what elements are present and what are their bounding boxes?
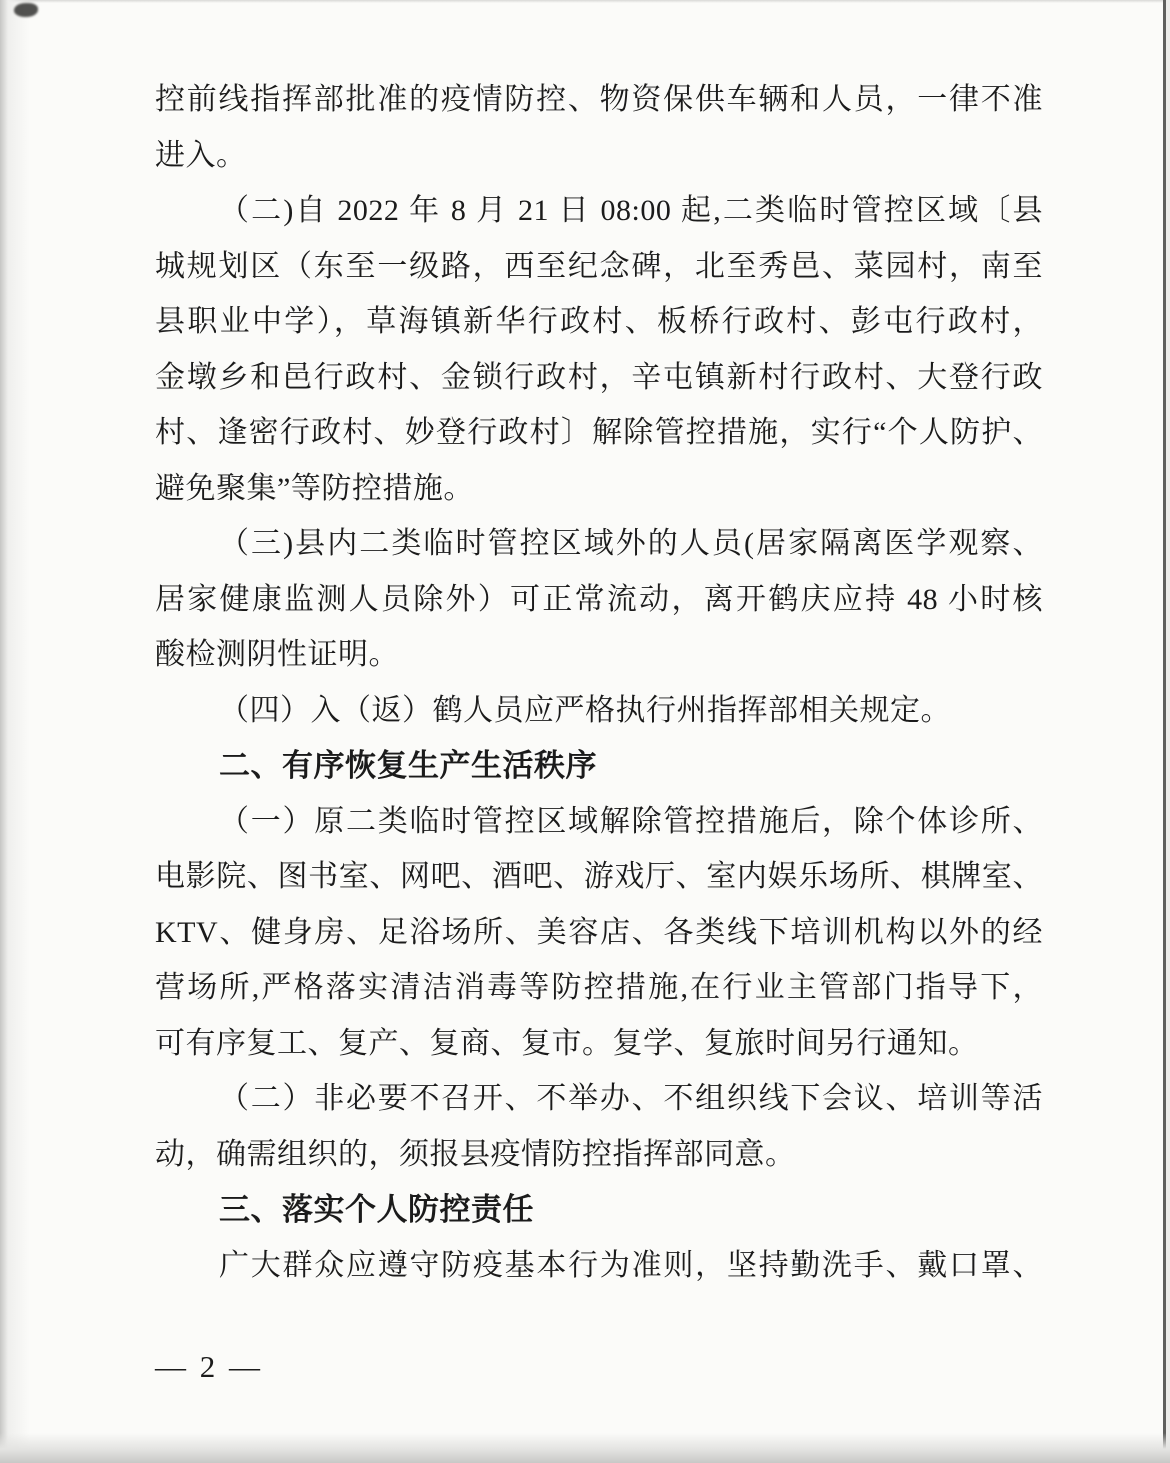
scan-edge-left: [0, 0, 34, 1463]
text-line: （二)自 2022 年 8 月 21 日 08:00 起,二类临时管控区域〔县: [219, 194, 1043, 227]
text-line: 可有序复工、复产、复商、复市。复学、复旅时间另行通知。: [155, 1026, 979, 1060]
text-line: 营场所,严格落实清洁消毒等防控措施,在行业主管部门指导下，: [155, 971, 1043, 1004]
text-line: 酸检测阴性证明。: [155, 638, 399, 671]
text-line: （四）入（返）鹤人员应严格执行州指挥部相关规定。: [219, 693, 951, 727]
text-line: 电影院、图书室、网吧、酒吧、游戏厅、室内娱乐场所、棋牌室、: [155, 860, 1043, 893]
text-line: （一）原二类临时管控区域解除管控措施后，除个体诊所、: [219, 804, 1043, 838]
scan-edge-top: [0, 0, 1170, 3]
document-body: [155, 72, 1043, 1293]
section-heading: 三、落实个人防控责任: [219, 1192, 534, 1227]
text-line: （二）非必要不召开、不举办、不组织线下会议、培训等活: [219, 1082, 1043, 1115]
text-line: 县职业中学），草海镇新华行政村、板桥行政村、彭屯行政村，: [155, 305, 1043, 338]
text-line: 动，确需组织的，须报县疫情防控指挥部同意。: [155, 1137, 796, 1171]
text-line: 避免聚集”等防控措施。: [155, 471, 474, 505]
text-line: 进入。: [155, 138, 247, 172]
text-line: 广大群众应遵守防疫基本行为准则，坚持勤洗手、戴口罩、: [219, 1248, 1043, 1282]
text-line: KTV、健身房、足浴场所、美容店、各类线下培训机构以外的经: [155, 915, 1043, 949]
text-line: 村、逢密行政村、妙登行政村〕解除管控措施，实行“个人防护、: [155, 416, 1043, 449]
text-line: 居家健康监测人员除外）可正常流动，离开鹤庆应持 48 小时核: [155, 582, 1043, 616]
page-number: — 2 —: [155, 1349, 263, 1384]
text-line: 控前线指挥部批准的疫情防控、物资保供车辆和人员，一律不准: [155, 83, 1043, 116]
section-heading: 二、有序恢复生产生活秩序: [219, 748, 597, 783]
scan-edge-right-outer: [1166, 0, 1170, 1463]
scan-smudge-mark: [14, 3, 38, 17]
text-line: 金墩乡和邑行政村、金锁行政村，辛屯镇新村行政村、大登行政: [155, 360, 1043, 394]
text-line: 城规划区（东至一级路，西至纪念碑，北至秀邑、菜园村，南至: [155, 249, 1043, 283]
scan-edge-bottom: [0, 1433, 1170, 1463]
text-line: （三)县内二类临时管控区域外的人员(居家隔离医学观察、: [219, 527, 1043, 560]
